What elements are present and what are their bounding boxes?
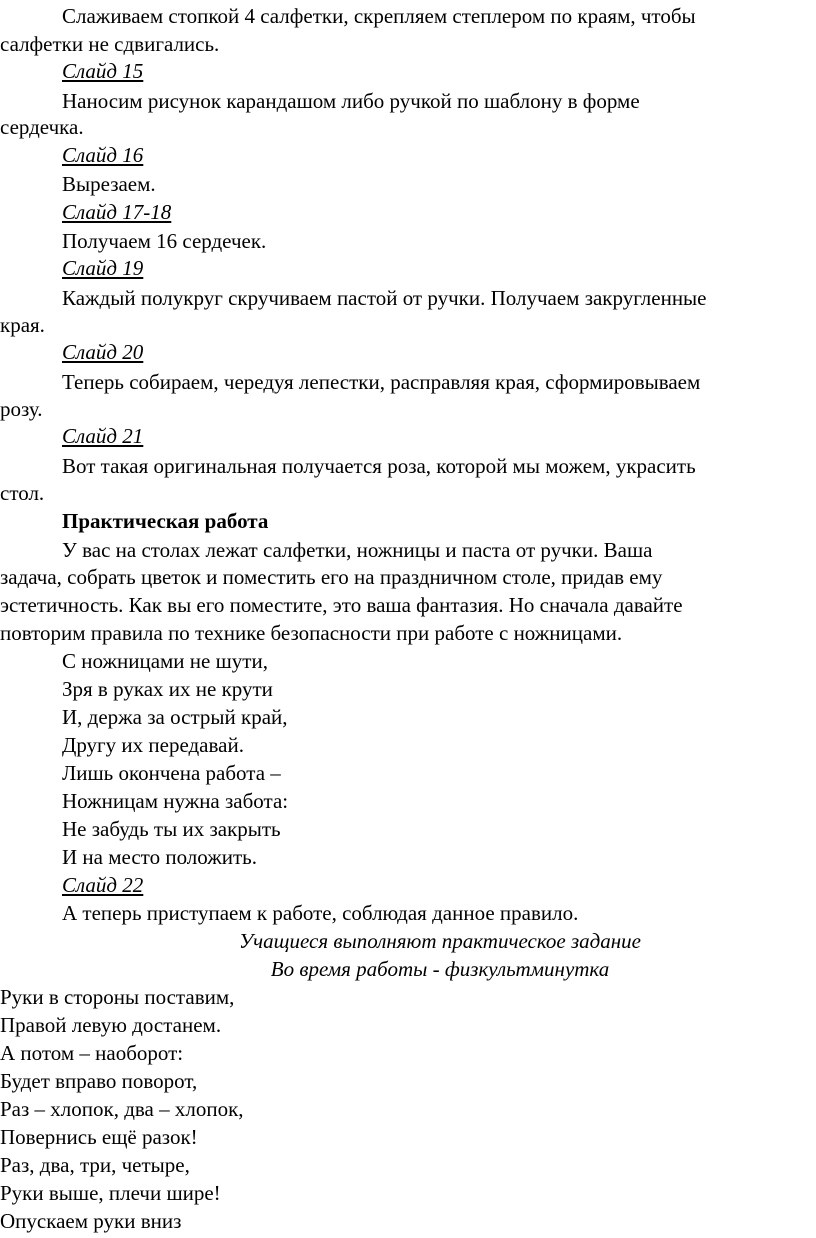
text-line: задача, собрать цветок и поместить его на праздничном столе, придав ему [0, 565, 663, 589]
exercise-line: Будет вправо поворот, [0, 1069, 198, 1093]
text-line: Получаем 16 сердечек. [62, 229, 267, 253]
exercise-line: Раз, два, три, четыре, [0, 1153, 190, 1177]
text-line: Наносим рисунок карандашом либо ручкой по шаблону в форме [62, 89, 640, 113]
text-line: Каждый полукруг скручиваем пастой от ручки. Получаем закругленные [62, 286, 707, 310]
exercise-line: Руки выше, плечи шире! [0, 1181, 221, 1205]
exercise-line: Опускаем руки вниз [0, 1209, 182, 1233]
exercise-line: А потом – наоборот: [0, 1041, 184, 1065]
section-heading: Практическая работа [62, 509, 269, 533]
text-line: Слаживаем стопкой 4 салфетки, скрепляем степлером по краям, чтобы [62, 4, 696, 28]
poem-line: Зря в руках их не крути [62, 677, 273, 701]
slide-heading: Слайд 16 [62, 143, 144, 167]
text-line: салфетки не сдвигались. [0, 32, 220, 56]
slide-heading: Слайд 15 [62, 59, 144, 83]
poem-line: И, держа за острый край, [62, 705, 288, 729]
stage-direction: Во время работы - физкультминутка [270, 957, 610, 981]
exercise-line: Правой левую достанем. [0, 1013, 222, 1037]
text-line: Вырезаем. [62, 172, 156, 196]
text-line: стол. [0, 481, 45, 505]
text-line: повторим правила по технике безопасности при работе с ножницами. [0, 621, 623, 645]
exercise-line: Руки в стороны поставим, [0, 985, 235, 1009]
text-line: У вас на столах лежат салфетки, ножницы и паста от ручки. Ваша [62, 538, 653, 562]
text-line: А теперь приступаем к работе, соблюдая данное правило. [62, 901, 579, 925]
text-line: розу. [0, 397, 43, 421]
text-line: Теперь собираем, чередуя лепестки, расправляя края, сформировываем [62, 370, 701, 394]
text-line: эстетичность. Как вы его поместите, это ваша фантазия. Но сначала давайте [0, 593, 683, 617]
slide-heading: Слайд 21 [62, 424, 144, 448]
text-line: сердечка. [0, 115, 84, 139]
text-line: Вот такая оригинальная получается роза, которой мы можем, украсить [62, 454, 696, 478]
poem-line: И на место положить. [62, 845, 257, 869]
poem-line: Не забудь ты их закрыть [62, 817, 281, 841]
stage-direction: Учащиеся выполняют практическое задание [239, 929, 641, 953]
slide-heading: Слайд 22 [62, 873, 144, 897]
slide-heading: Слайд 17-18 [62, 200, 172, 224]
exercise-line: Раз – хлопок, два – хлопок, [0, 1097, 244, 1121]
slide-heading: Слайд 20 [62, 340, 144, 364]
slide-heading: Слайд 19 [62, 256, 144, 280]
text-line: края. [0, 313, 45, 337]
poem-line: Другу их передавай. [62, 733, 244, 757]
poem-line: Лишь окончена работа – [62, 761, 281, 785]
poem-line: С ножницами не шути, [62, 649, 268, 673]
exercise-line: Повернись ещё разок! [0, 1125, 198, 1149]
poem-line: Ножницам нужна забота: [62, 789, 289, 813]
